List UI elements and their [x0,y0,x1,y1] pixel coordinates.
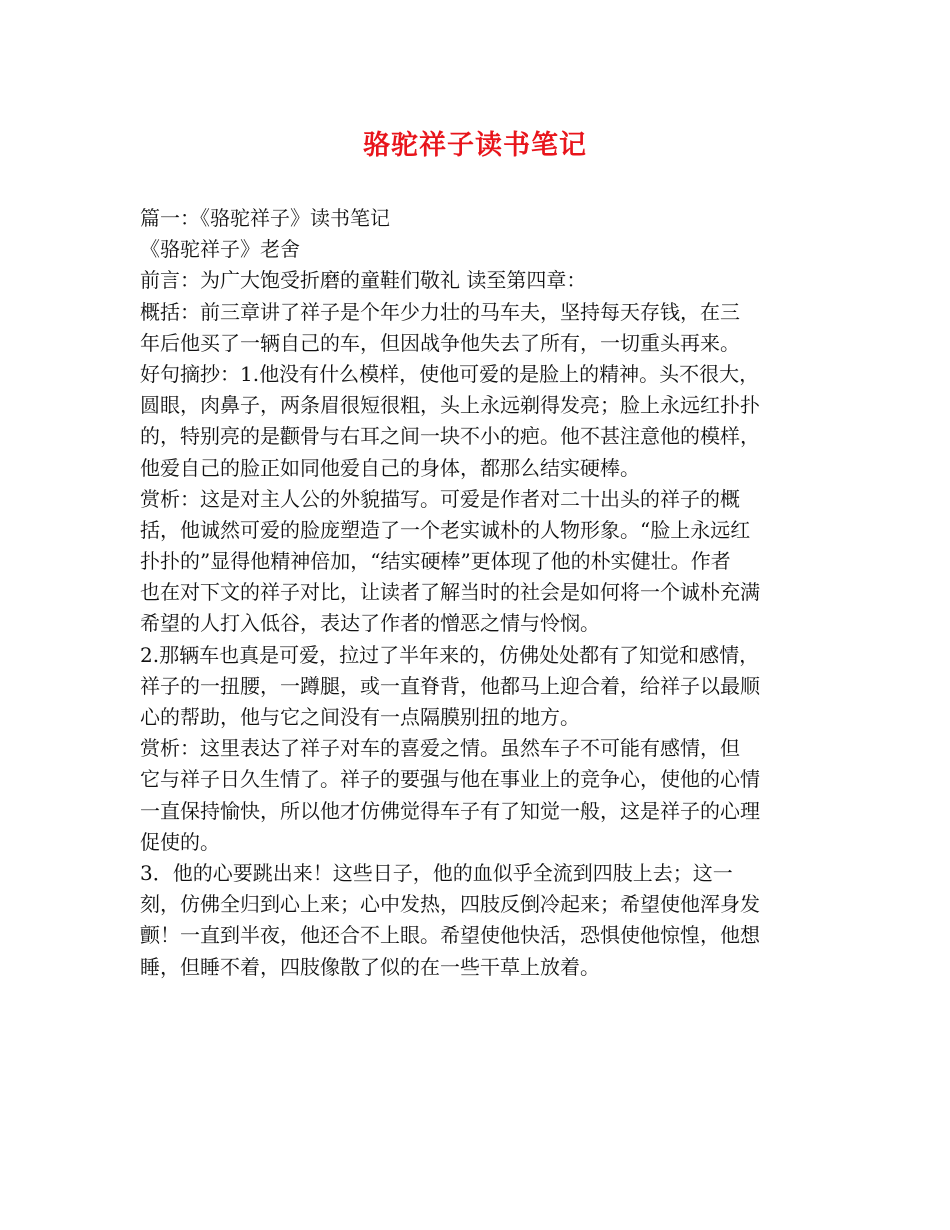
text-line: 3．他的心要跳出来！这些日子，他的血似乎全流到四肢上去；这一 [140,860,733,885]
text-line: 好句摘抄：1.他没有什么模样，使他可爱的是脸上的精神。头不很大， [140,361,760,386]
text-line: 祥子的一扭腰，一蹲腿，或一直脊背，他都马上迎合着，给祥子以最顺 [140,673,760,698]
text-line: 睡，但睡不着，四肢像散了似的在一些干草上放着。 [140,954,600,979]
text-line: 促使的。 [140,829,220,854]
text-line: 2.那辆车也真是可爱，拉过了半年来的，仿佛处处都有了知觉和感情， [140,642,760,667]
text-line: 概括：前三章讲了祥子是个年少力壮的马车夫，坚持每天存钱，在三 [140,299,740,324]
text-line: 一直保持愉快，所以他才仿佛觉得车子有了知觉一般，这是祥子的心理 [140,798,760,823]
text-line: 赏析：这里表达了祥子对车的喜爱之情。虽然车子不可能有感情，但 [140,736,740,761]
text-line: 《骆驼祥子》老舍 [140,237,300,262]
document-title: 骆驼祥子读书笔记 [363,130,587,161]
text-line: 赏析：这是对主人公的外貌描写。可爱是作者对二十出头的祥子的概 [140,486,740,511]
text-line: 篇一：《骆驼祥子》读书笔记 [140,206,390,230]
text-line: 他爱自己的脸正如同他爱自己的身体，都那么结实硬棒。 [140,455,640,480]
text-line: 刻，仿佛全归到心上来；心中发热，四肢反倒冷起来；希望使他浑身发 [140,892,760,917]
text-line: 的，特别亮的是颧骨与右耳之间一块不小的疤。他不甚注意他的模样， [140,424,760,449]
text-line: 心的帮助，他与它之间没有一点隔膜别扭的地方。 [140,705,580,729]
text-line: 颤！一直到半夜，他还合不上眼。希望使他快活，恐惧使他惊惶，他想 [140,923,760,948]
text-line: 它与祥子日久生情了。祥子的要强与他在事业上的竞争心，使他的心情 [140,767,760,792]
text-line: 年后他买了一辆自己的车，但因战争他失去了所有，一切重头再来。 [140,330,740,355]
text-line: 括，他诚然可爱的脸庞塑造了一个老实诚朴的人物形象。“脸上永远红 [140,517,751,542]
text-line: 希望的人打入低谷，表达了作者的憎恶之情与怜悯。 [140,611,600,636]
document-body [140,203,820,983]
text-line: 扑扑的”显得他精神倍加，“结实硬棒”更体现了他的朴实健壮。作者 [140,549,731,574]
text-line: 也在对下文的祥子对比，让读者了解当时的社会是如何将一个诚朴充满 [140,580,760,605]
text-line: 圆眼，肉鼻子，两条眉很短很粗，头上永远剃得发亮；脸上永远红扑扑 [140,393,760,418]
text-line: 前言：为广大饱受折磨的童鞋们敬礼 读至第四章： [140,268,587,293]
